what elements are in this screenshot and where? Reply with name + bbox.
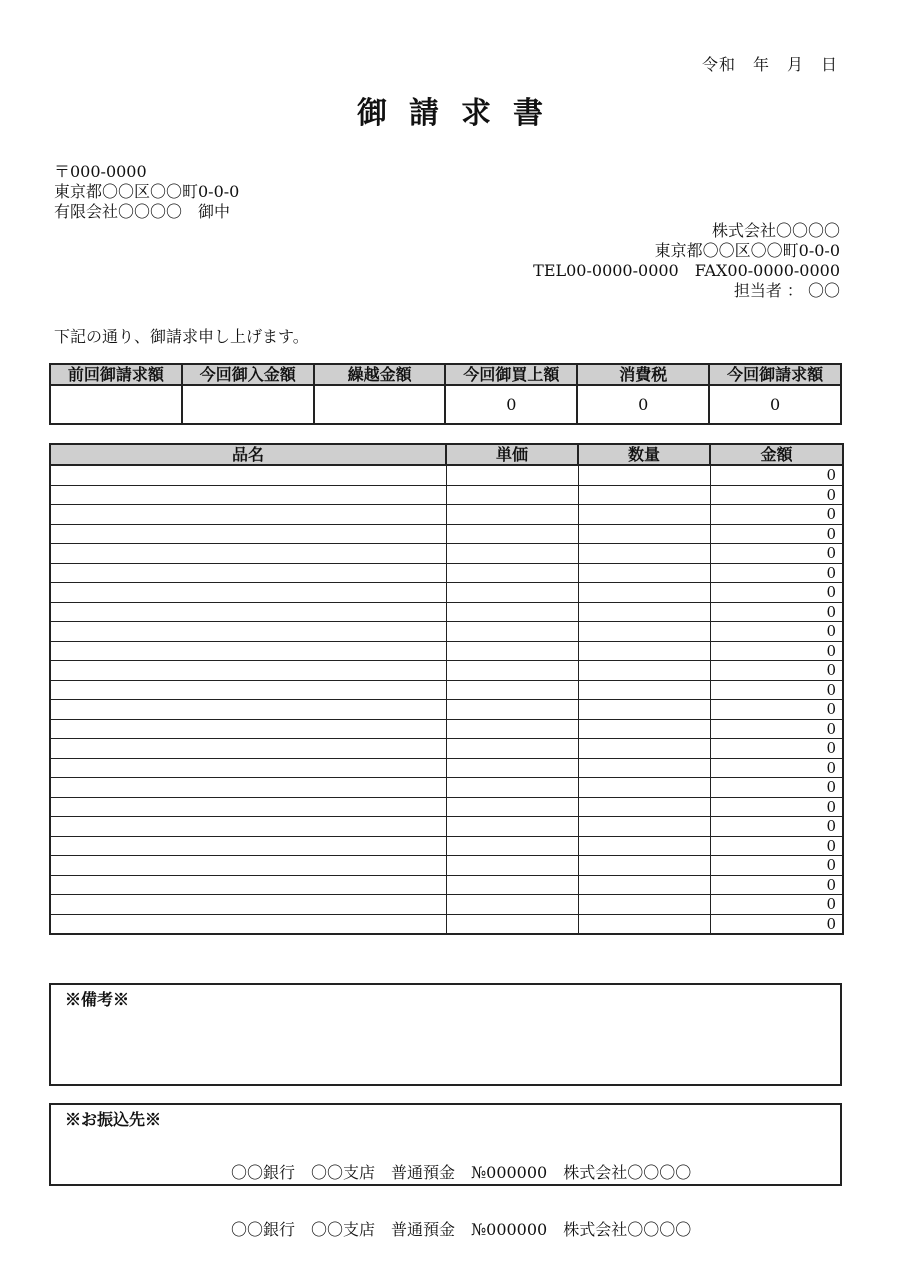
item-name-cell[interactable] xyxy=(50,622,446,642)
items-header-unit-price: 単価 xyxy=(446,444,578,465)
table-row xyxy=(50,914,843,934)
item-amount-cell[interactable]: 0 xyxy=(710,778,843,798)
item-unit-price-cell[interactable] xyxy=(446,739,578,759)
summary-table xyxy=(49,363,842,425)
item-name-cell[interactable] xyxy=(50,700,446,720)
summary-value-row xyxy=(50,385,841,424)
item-amount-cell[interactable]: 0 xyxy=(710,875,843,895)
item-quantity-cell[interactable] xyxy=(578,563,710,583)
item-name-cell[interactable] xyxy=(50,817,446,837)
bank-box xyxy=(49,1103,842,1239)
document-title: 御請求書 xyxy=(357,96,565,131)
remarks-label: ※備考※ xyxy=(65,990,130,1009)
table-row xyxy=(50,641,843,661)
recipient-block xyxy=(54,162,239,222)
item-amount-cell[interactable]: 0 xyxy=(710,680,843,700)
item-quantity-cell[interactable] xyxy=(578,622,710,642)
item-amount-cell[interactable]: 0 xyxy=(710,719,843,739)
table-row xyxy=(50,544,843,564)
item-quantity-cell[interactable] xyxy=(578,739,710,759)
sender-tel-fax: TEL00-0000-0000 FAX00-0000-0000 xyxy=(533,261,840,280)
table-row xyxy=(50,895,843,915)
bank-line: 〇〇銀行 〇〇支店 普通預金 №000000 株式会社〇〇〇〇 xyxy=(231,1163,692,1182)
item-name-cell[interactable] xyxy=(50,524,446,544)
item-unit-price-cell[interactable] xyxy=(446,583,578,603)
sender-person: 担当者 ： 〇〇 xyxy=(733,281,840,300)
item-unit-price-cell[interactable] xyxy=(446,856,578,876)
summary-value[interactable]: 0 xyxy=(709,385,841,424)
item-quantity-cell[interactable] xyxy=(578,544,710,564)
item-quantity-cell[interactable] xyxy=(578,895,710,915)
table-row xyxy=(50,465,843,485)
item-quantity-cell[interactable] xyxy=(578,505,710,525)
table-row xyxy=(50,505,843,525)
summary-value[interactable] xyxy=(314,385,446,424)
item-amount-cell[interactable]: 0 xyxy=(710,544,843,564)
item-unit-price-cell[interactable] xyxy=(446,680,578,700)
item-amount-cell[interactable]: 0 xyxy=(710,485,843,505)
item-amount-cell[interactable]: 0 xyxy=(710,739,843,759)
item-unit-price-cell[interactable] xyxy=(446,544,578,564)
table-row xyxy=(50,661,843,681)
item-name-cell[interactable] xyxy=(50,563,446,583)
table-row xyxy=(50,797,843,817)
item-quantity-cell[interactable] xyxy=(578,719,710,739)
remarks-box[interactable] xyxy=(49,983,842,1086)
bank-label: ※お振込先※ xyxy=(65,1110,162,1129)
sender-block xyxy=(533,221,840,301)
item-unit-price-cell[interactable] xyxy=(446,524,578,544)
item-amount-cell[interactable]: 0 xyxy=(710,758,843,778)
item-unit-price-cell[interactable] xyxy=(446,914,578,934)
item-unit-price-cell[interactable] xyxy=(446,505,578,525)
item-quantity-cell[interactable] xyxy=(578,641,710,661)
item-name-cell[interactable] xyxy=(50,505,446,525)
item-quantity-cell[interactable] xyxy=(578,465,710,485)
item-unit-price-cell[interactable] xyxy=(446,602,578,622)
table-row xyxy=(50,836,843,856)
item-name-cell[interactable] xyxy=(50,485,446,505)
item-unit-price-cell[interactable] xyxy=(446,797,578,817)
item-name-cell[interactable] xyxy=(50,739,446,759)
item-name-cell[interactable] xyxy=(50,797,446,817)
item-quantity-cell[interactable] xyxy=(578,485,710,505)
item-quantity-cell[interactable] xyxy=(578,661,710,681)
table-row xyxy=(50,875,843,895)
table-row xyxy=(50,778,843,798)
table-row xyxy=(50,758,843,778)
sender-address: 東京都〇〇区〇〇町0-0-0 xyxy=(654,241,840,260)
item-name-cell[interactable] xyxy=(50,465,446,485)
item-unit-price-cell[interactable] xyxy=(446,485,578,505)
table-row xyxy=(50,563,843,583)
table-row xyxy=(50,680,843,700)
items-body xyxy=(50,465,843,934)
item-amount-cell[interactable]: 0 xyxy=(710,914,843,934)
item-name-cell[interactable] xyxy=(50,661,446,681)
item-quantity-cell[interactable] xyxy=(578,524,710,544)
summary-value[interactable] xyxy=(182,385,314,424)
summary-header: 今回御買上額 xyxy=(445,364,577,385)
item-name-cell[interactable] xyxy=(50,778,446,798)
item-quantity-cell[interactable] xyxy=(578,875,710,895)
item-name-cell[interactable] xyxy=(50,895,446,915)
items-header-name: 品名 xyxy=(50,444,446,465)
item-quantity-cell[interactable] xyxy=(578,583,710,603)
table-row xyxy=(50,583,843,603)
item-quantity-cell[interactable] xyxy=(578,758,710,778)
table-row xyxy=(50,817,843,837)
item-name-cell[interactable] xyxy=(50,875,446,895)
item-unit-price-cell[interactable] xyxy=(446,563,578,583)
table-row xyxy=(50,602,843,622)
item-quantity-cell[interactable] xyxy=(578,914,710,934)
item-quantity-cell[interactable] xyxy=(578,602,710,622)
recipient-postal: 〒000-0000 xyxy=(54,162,147,181)
item-quantity-cell[interactable] xyxy=(578,797,710,817)
item-unit-price-cell[interactable] xyxy=(446,465,578,485)
item-unit-price-cell[interactable] xyxy=(446,700,578,720)
item-quantity-cell[interactable] xyxy=(578,680,710,700)
item-name-cell[interactable] xyxy=(50,914,446,934)
item-amount-cell[interactable]: 0 xyxy=(710,563,843,583)
recipient-address: 東京都〇〇区〇〇町0-0-0 xyxy=(54,182,240,201)
table-row xyxy=(50,856,843,876)
item-amount-cell[interactable]: 0 xyxy=(710,661,843,681)
item-unit-price-cell[interactable] xyxy=(446,758,578,778)
item-unit-price-cell[interactable] xyxy=(446,895,578,915)
item-amount-cell[interactable]: 0 xyxy=(710,505,843,525)
item-amount-cell[interactable]: 0 xyxy=(710,641,843,661)
sender-company: 株式会社〇〇〇〇 xyxy=(711,221,840,240)
item-quantity-cell[interactable] xyxy=(578,700,710,720)
item-amount-cell[interactable]: 0 xyxy=(710,583,843,603)
item-unit-price-cell[interactable] xyxy=(446,641,578,661)
bank-lines xyxy=(231,1125,691,1277)
item-amount-cell[interactable]: 0 xyxy=(710,797,843,817)
item-name-cell[interactable] xyxy=(50,856,446,876)
item-unit-price-cell[interactable] xyxy=(446,817,578,837)
items-table xyxy=(49,443,844,935)
item-quantity-cell[interactable] xyxy=(578,856,710,876)
recipient-name: 有限会社〇〇〇〇 御中 xyxy=(54,202,231,221)
item-unit-price-cell[interactable] xyxy=(446,719,578,739)
summary-value[interactable]: 0 xyxy=(445,385,577,424)
table-row xyxy=(50,719,843,739)
item-name-cell[interactable] xyxy=(50,758,446,778)
item-unit-price-cell[interactable] xyxy=(446,622,578,642)
item-amount-cell[interactable]: 0 xyxy=(710,700,843,720)
issue-date: 令和 年 月 日 xyxy=(701,55,838,74)
item-quantity-cell[interactable] xyxy=(578,817,710,837)
items-header-row xyxy=(50,444,843,465)
table-row xyxy=(50,622,843,642)
summary-value[interactable]: 0 xyxy=(577,385,709,424)
item-amount-cell[interactable]: 0 xyxy=(710,895,843,915)
bank-line: 〇〇銀行 〇〇支店 普通預金 №000000 株式会社〇〇〇〇 xyxy=(231,1220,692,1239)
item-name-cell[interactable] xyxy=(50,602,446,622)
item-name-cell[interactable] xyxy=(50,544,446,564)
table-row xyxy=(50,700,843,720)
item-amount-cell[interactable]: 0 xyxy=(710,836,843,856)
item-amount-cell[interactable]: 0 xyxy=(710,602,843,622)
summary-header-row xyxy=(50,364,841,385)
item-amount-cell[interactable]: 0 xyxy=(710,465,843,485)
item-name-cell[interactable] xyxy=(50,719,446,739)
item-unit-price-cell[interactable] xyxy=(446,661,578,681)
summary-header: 繰越金額 xyxy=(314,364,446,385)
summary-value[interactable] xyxy=(50,385,182,424)
item-amount-cell[interactable]: 0 xyxy=(710,622,843,642)
item-amount-cell[interactable]: 0 xyxy=(710,524,843,544)
summary-header: 前回御請求額 xyxy=(50,364,182,385)
item-unit-price-cell[interactable] xyxy=(446,836,578,856)
item-name-cell[interactable] xyxy=(50,641,446,661)
table-row xyxy=(50,524,843,544)
intro-text: 下記の通り、御請求申し上げます。 xyxy=(54,327,309,346)
table-row xyxy=(50,739,843,759)
table-row xyxy=(50,485,843,505)
items-header-quantity: 数量 xyxy=(578,444,710,465)
items-header-amount: 金額 xyxy=(710,444,843,465)
item-amount-cell[interactable]: 0 xyxy=(710,856,843,876)
item-unit-price-cell[interactable] xyxy=(446,875,578,895)
item-name-cell[interactable] xyxy=(50,836,446,856)
item-name-cell[interactable] xyxy=(50,680,446,700)
item-unit-price-cell[interactable] xyxy=(446,778,578,798)
summary-header: 今回御入金額 xyxy=(182,364,314,385)
item-quantity-cell[interactable] xyxy=(578,778,710,798)
item-quantity-cell[interactable] xyxy=(578,836,710,856)
item-name-cell[interactable] xyxy=(50,583,446,603)
item-amount-cell[interactable]: 0 xyxy=(710,817,843,837)
summary-header: 消費税 xyxy=(577,364,709,385)
summary-header: 今回御請求額 xyxy=(709,364,841,385)
